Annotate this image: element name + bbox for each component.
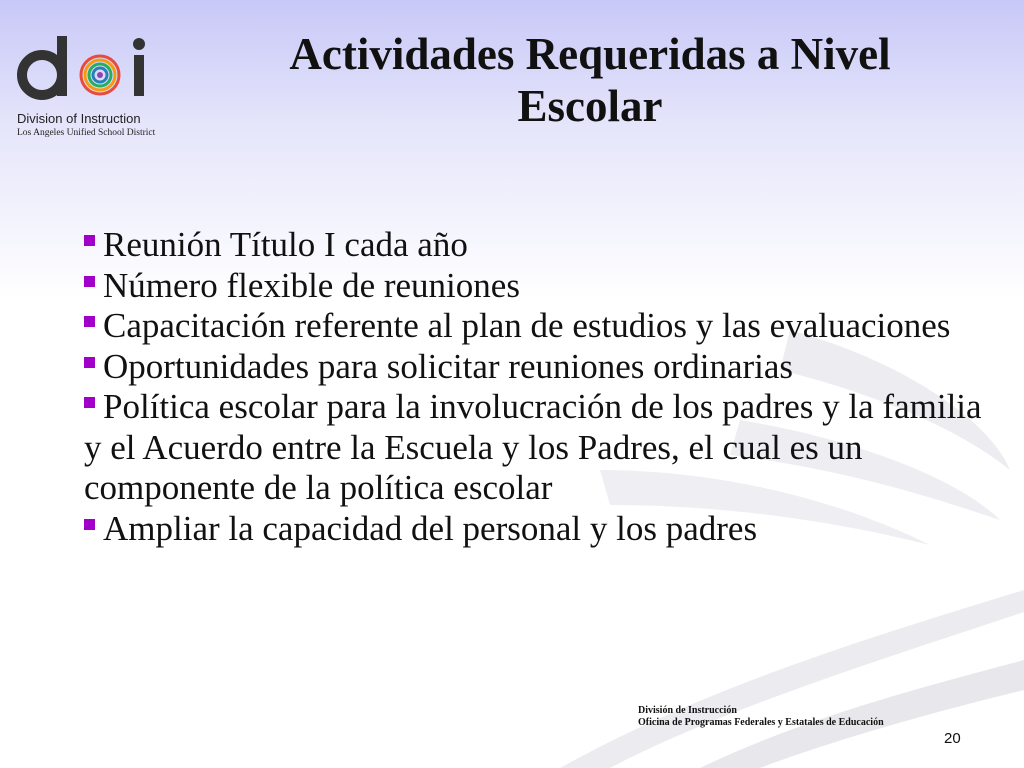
slide-title-line2: Escolar — [517, 81, 663, 131]
doi-logo-icon — [12, 28, 162, 108]
bullet-square-icon — [84, 316, 95, 327]
slide-title — [180, 28, 1000, 132]
page-number: 20 — [944, 730, 961, 747]
bullet-item: Ampliar la capacidad del personal y los padres — [84, 509, 1004, 550]
bullet-square-icon — [84, 276, 95, 287]
bullet-item: Política escolar para la involucración de los padres y la familia y el Acuerdo entre la Escuela y los Padres, el cual es un componente de la política escolar — [84, 387, 982, 507]
logo-district-label: Los Angeles Unified School District — [17, 128, 156, 138]
bullet-item: Número flexible de reuniones — [84, 266, 1004, 307]
bullet-square-icon — [84, 235, 95, 246]
doi-logo — [12, 28, 162, 143]
bullet-item: Reunión Título I cada año — [84, 225, 1004, 266]
bullet-list — [84, 225, 1004, 549]
footer-line2: Oficina de Programas Federales y Estatales de Educación — [638, 717, 884, 728]
footer-line1: División de Instrucción — [638, 705, 737, 716]
bullet-square-icon — [84, 397, 95, 408]
bullet-item: Capacitación referente al plan de estudios y las evaluaciones — [84, 306, 1004, 347]
footer-credits — [638, 705, 884, 729]
bullet-square-icon — [84, 357, 95, 368]
logo-division-label: Division of Instruction — [17, 111, 141, 126]
bullet-item: Oportunidades para solicitar reuniones ordinarias — [84, 347, 1004, 388]
bullet-square-icon — [84, 519, 95, 530]
slide-title-line1: Actividades Requeridas a Nivel — [289, 29, 891, 79]
